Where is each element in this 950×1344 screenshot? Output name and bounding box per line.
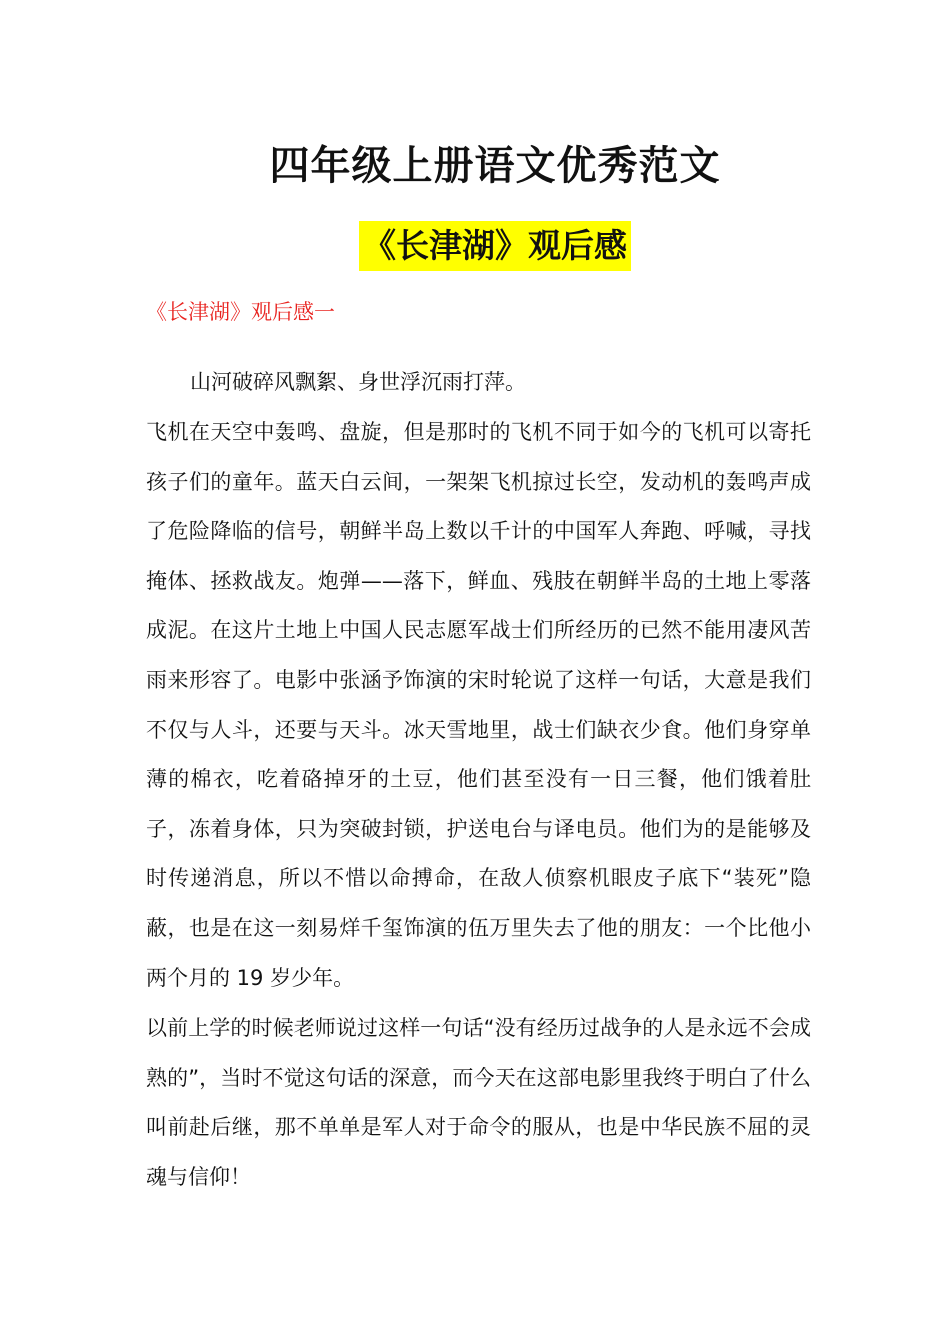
paragraph-2: 以前上学的时候老师说过这样一句话“没有经历过战争的人是永远不会成熟的”，当时不觉这句话的深意，而今天在这部电影里我终于明白了什么叫前赴后继，那不单单是军人对于命令的服从，也是中华民族不屈的灵魂与信仰！ [146,1016,811,1189]
page-title: 四年级上册语文优秀范文 [269,143,721,189]
highlighted-subtitle: 《长津湖》观后感 [359,221,631,271]
section-heading: 《长津湖》观后感一 [146,300,335,324]
poem-line: 山河破碎风飘絮、身世浮沉雨打萍。 [190,370,526,394]
subtitle-wrapper [0,221,950,271]
paragraph-1: 飞机在天空中轰鸣、盘旋，但是那时的飞机不同于如今的飞机可以寄托孩子们的童年。蓝天白云间，一架架飞机掠过长空，发动机的轰鸣声成了危险降临的信号，朝鲜半岛上数以千计的中国军人奔跑、呼喊，寻找掩体、拯救战友。炮弹——落下，鲜血、残肢在朝鲜半岛的土地上零落成泥。在这片土地上中国人民志愿军战士们所经历的已然不能用凄风苦雨来形容了。电影中张涵予饰演的宋时轮说了这样一句话，大意是我们不仅与人斗，还要与天斗。冰天雪地里，战士们缺衣少食。他们身穿单薄的棉衣，吃着硌掉牙的土豆，他们甚至没有一日三餐，他们饿着肚子，冻着身体，只为突破封锁，护送电台与译电员。他们为的是能够及时传递消息，所以不惜以命搏命，在敌人侦察机眼皮子底下“装死”隐蔽，也是在这一刻易烊千玺饰演的伍万里失去了他的朋友：一个比他小两个月的 19 岁少年。 [146,420,811,990]
